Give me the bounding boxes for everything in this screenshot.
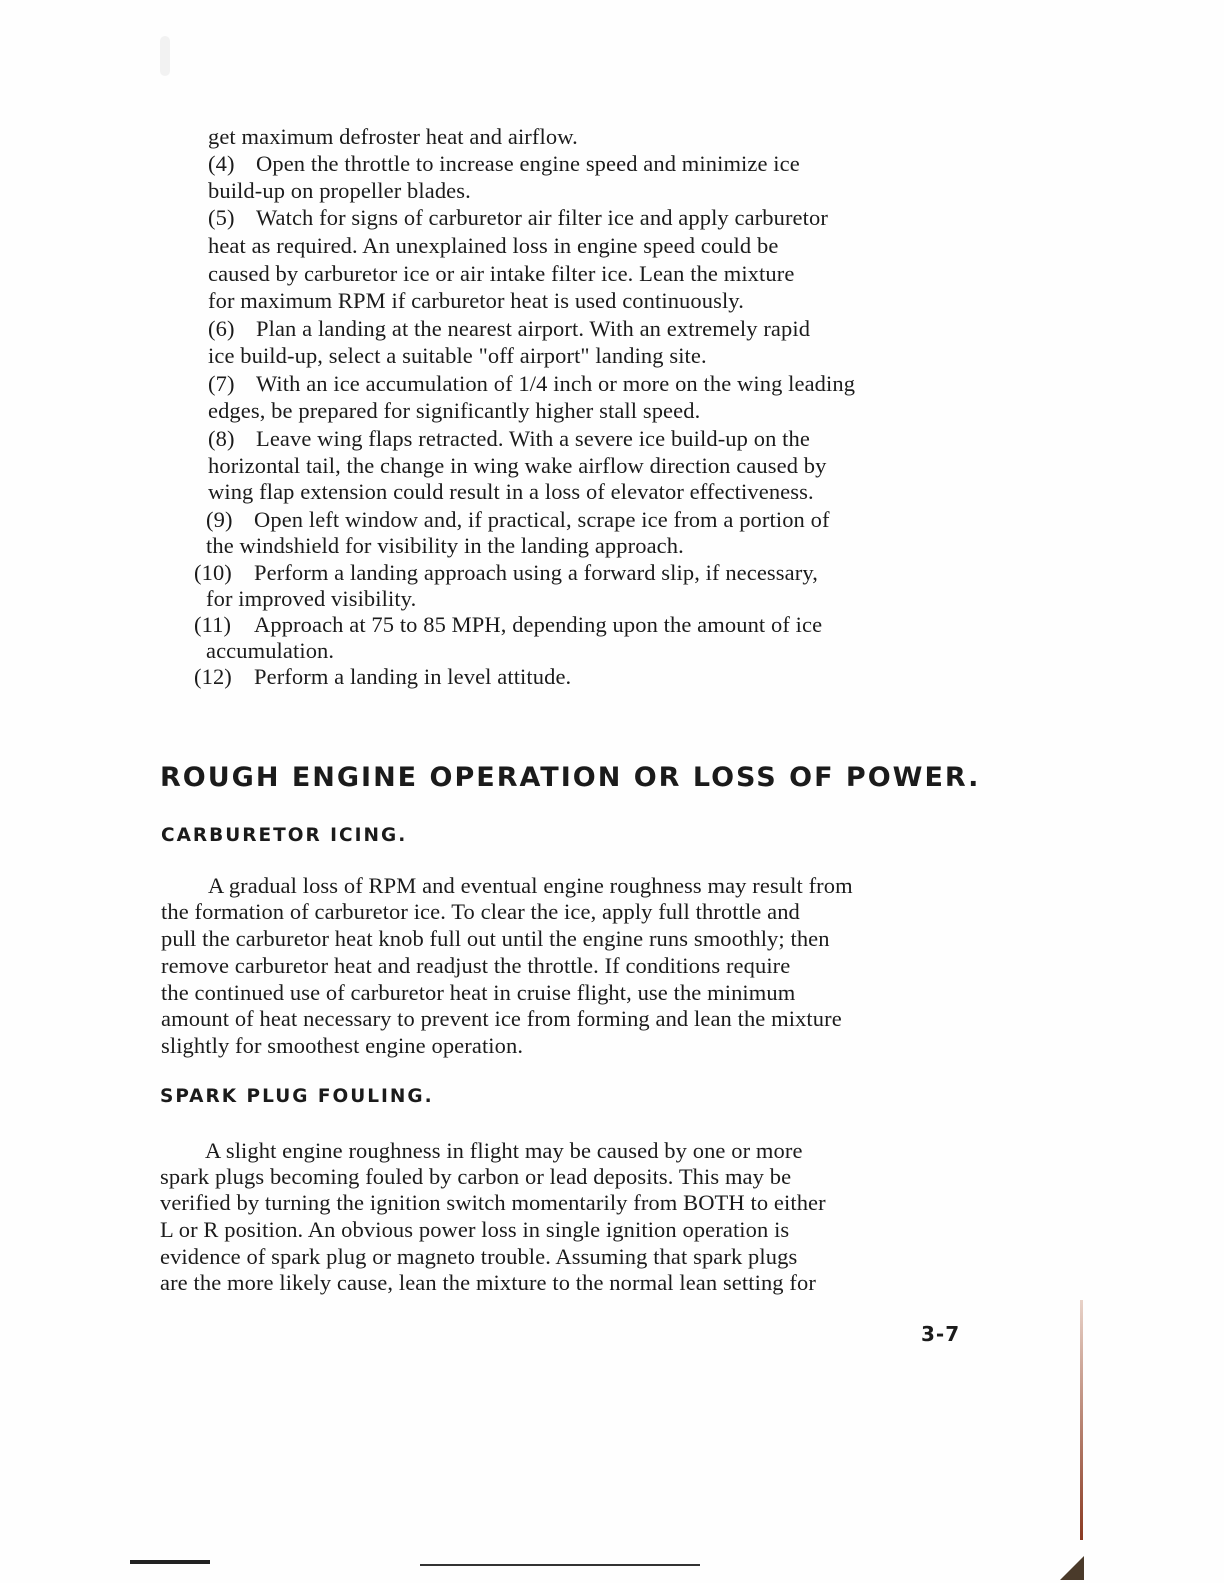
list-item-line: get maximum defroster heat and airflow. (208, 124, 578, 149)
list-item (208, 371, 855, 398)
paragraph-line: remove carburetor heat and readjust the throttle. If conditions require (161, 953, 791, 978)
item-number: (6) (208, 316, 235, 341)
page-number: 3-7 (921, 1322, 961, 1346)
list-item-line: edges, be prepared for significantly higher stall speed. (208, 398, 701, 423)
section-heading: ROUGH ENGINE OPERATION OR LOSS OF POWER. (160, 762, 981, 793)
item-number: (11) (194, 612, 232, 637)
paragraph-line: amount of heat necessary to prevent ice from forming and lean the mixture (161, 1006, 842, 1031)
subsection-heading-spark-plug-fouling: SPARK PLUG FOULING. (160, 1086, 434, 1107)
scan-edge-bottom (420, 1564, 700, 1566)
scan-smudge (160, 36, 170, 76)
list-item-line: horizontal tail, the change in wing wake airflow direction caused by (208, 453, 827, 478)
item-number: (7) (208, 371, 235, 396)
paragraph-line: the continued use of carburetor heat in cruise flight, use the minimum (161, 980, 796, 1005)
item-number: (12) (194, 664, 232, 689)
item-text: Leave wing flaps retracted. With a severe ice build-up on the (256, 426, 810, 451)
paragraph-line: verified by turning the ignition switch momentarily from BOTH to either (160, 1190, 826, 1215)
item-number: (9) (206, 507, 233, 532)
paragraph-line: spark plugs becoming fouled by carbon or lead deposits. This may be (160, 1164, 792, 1189)
subsection-heading-carburetor-icing: CARBURETOR ICING. (161, 825, 408, 846)
paragraph-line: pull the carburetor heat knob full out until the engine runs smoothly; then (161, 926, 830, 951)
list-item-line: caused by carburetor ice or air intake filter ice. Lean the mixture (208, 261, 795, 286)
list-item-line: ice build-up, select a suitable "off airport" landing site. (208, 343, 707, 368)
item-text: Perform a landing approach using a forward slip, if necessary, (254, 560, 818, 585)
list-item-line: for improved visibility. (206, 586, 417, 611)
paragraph-line: are the more likely cause, lean the mixture to the normal lean setting for (160, 1270, 816, 1295)
list-item-line: the windshield for visibility in the landing approach. (206, 533, 684, 558)
list-item (208, 205, 828, 232)
list-item (194, 560, 818, 587)
item-text: Watch for signs of carburetor air filter ice and apply carburetor (256, 205, 828, 230)
item-number: (8) (208, 426, 235, 451)
item-text: Perform a landing in level attitude. (254, 664, 572, 689)
list-item (208, 316, 810, 343)
item-text: With an ice accumulation of 1/4 inch or more on the wing leading (256, 371, 856, 396)
list-item-line: wing flap extension could result in a loss of elevator effectiveness. (208, 479, 814, 504)
paragraph-line: slightly for smoothest engine operation. (161, 1033, 524, 1058)
list-item (194, 612, 822, 639)
paragraph-line: L or R position. An obvious power loss in single ignition operation is (160, 1217, 790, 1242)
paragraph-line: evidence of spark plug or magneto trouble. Assuming that spark plugs (160, 1244, 798, 1269)
scan-edge-right (1080, 1300, 1083, 1540)
list-item (208, 151, 800, 178)
list-item-line: for maximum RPM if carburetor heat is used continuously. (208, 288, 744, 313)
item-text: Open the throttle to increase engine speed and minimize ice (256, 151, 800, 176)
item-number: (5) (208, 205, 235, 230)
list-item-line: build-up on propeller blades. (208, 178, 471, 203)
list-item (194, 664, 571, 691)
scan-edge-bottom-left (130, 1560, 210, 1564)
list-item (208, 426, 810, 453)
paragraph-line: A slight engine roughness in flight may be caused by one or more (205, 1138, 803, 1163)
paragraph-line: the formation of carburetor ice. To clear the ice, apply full throttle and (161, 899, 800, 924)
item-number: (10) (194, 560, 232, 585)
page-corner-curl (1060, 1556, 1084, 1580)
item-text: Plan a landing at the nearest airport. With an extremely rapid (256, 316, 811, 341)
item-number: (4) (208, 151, 235, 176)
item-text: Approach at 75 to 85 MPH, depending upon the amount of ice (254, 612, 823, 637)
item-text: Open left window and, if practical, scrape ice from a portion of (254, 507, 830, 532)
list-item (206, 507, 830, 534)
list-item-line: heat as required. An unexplained loss in engine speed could be (208, 233, 779, 258)
paragraph-line: A gradual loss of RPM and eventual engine roughness may result from (208, 873, 853, 898)
list-item-line: accumulation. (206, 638, 335, 663)
